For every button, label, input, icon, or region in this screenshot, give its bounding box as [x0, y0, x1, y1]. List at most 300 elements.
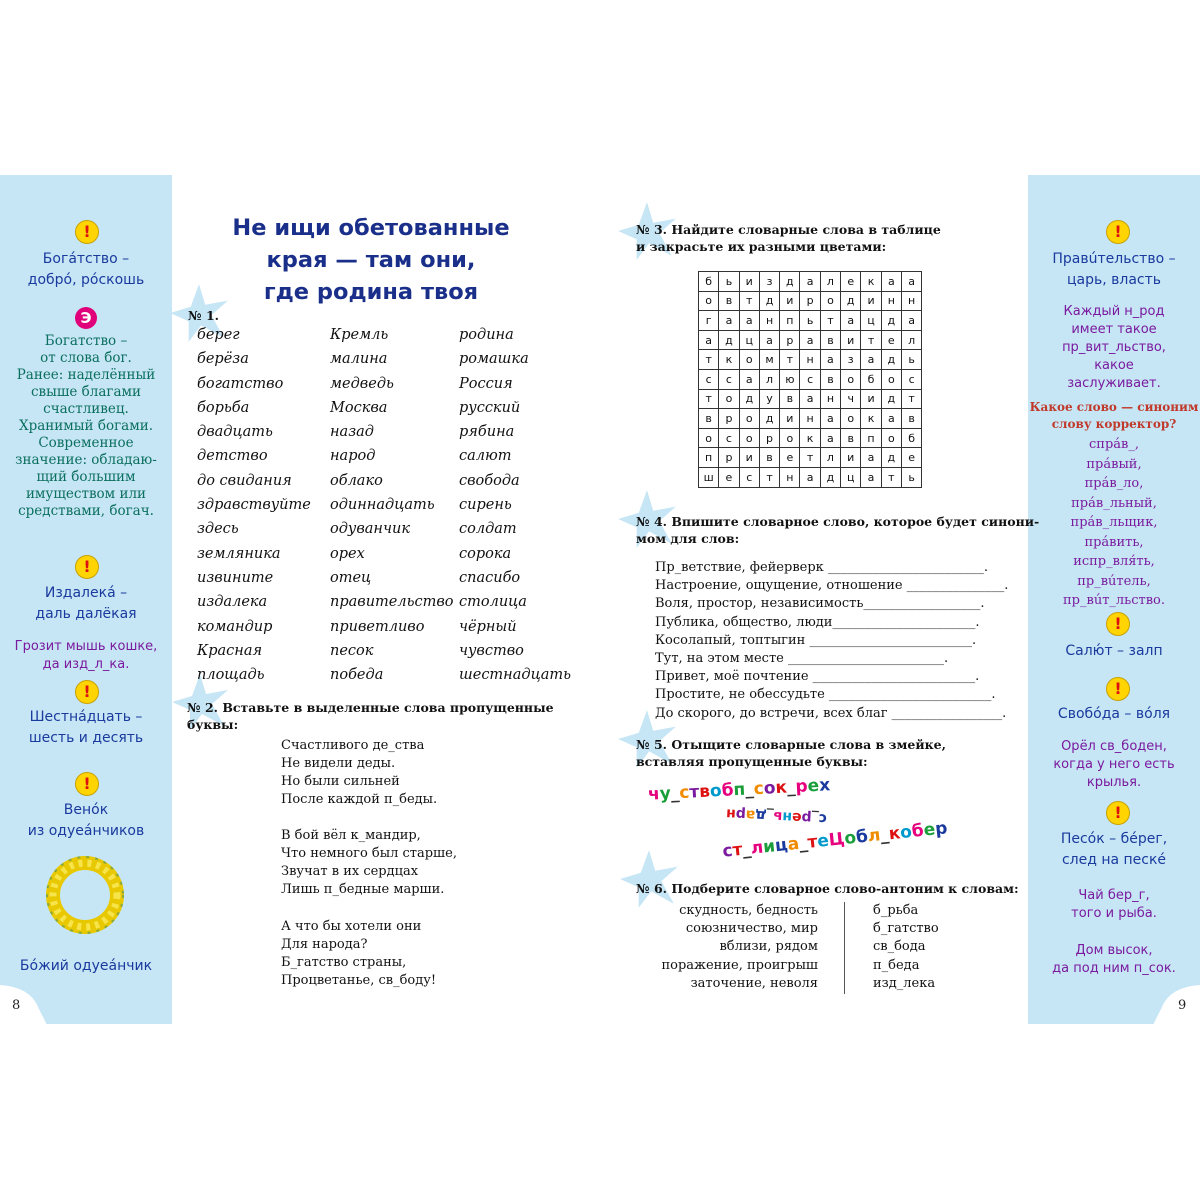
grid-cell[interactable]: ц	[861, 311, 881, 331]
grid-cell[interactable]: т	[901, 389, 921, 409]
grid-cell[interactable]: а	[841, 311, 861, 331]
vocab-word: Венóк	[63, 802, 109, 818]
grid-cell[interactable]: с	[719, 369, 739, 389]
task4-heading	[636, 513, 1039, 547]
grid-cell[interactable]: р	[800, 291, 820, 311]
snake-letter: о	[843, 827, 858, 849]
grid-cell[interactable]: е	[841, 272, 861, 292]
page-corner-decoration	[1152, 985, 1200, 1027]
grid-cell[interactable]: о	[881, 428, 901, 448]
vocab-word: спасибо	[459, 569, 521, 586]
task-heading-line: буквы:	[187, 717, 239, 732]
grid-cell[interactable]: е	[901, 448, 921, 468]
grid-cell[interactable]: ц	[841, 467, 861, 487]
vocab-word: народ	[330, 448, 376, 465]
grid-row	[699, 369, 922, 389]
vocab-word: одуванчик	[330, 521, 410, 538]
grid-cell[interactable]: ь	[901, 467, 921, 487]
grid-cell[interactable]: н	[800, 350, 820, 370]
antonym-item: вблизи, рядом	[719, 939, 818, 955]
grid-cell[interactable]: о	[881, 369, 901, 389]
vocab-word: площадь	[197, 667, 265, 684]
synonym-question	[1028, 399, 1200, 433]
grid-cell[interactable]: а	[759, 330, 779, 350]
snake-letter: о	[763, 778, 777, 799]
task5-heading	[636, 736, 946, 770]
vocab-meaning: след на пескé	[1061, 852, 1167, 868]
task-heading-line: № 3. Найдите словарные слова в таблице	[636, 222, 941, 237]
grid-cell[interactable]: д	[841, 291, 861, 311]
vocab-word: одиннадцать	[330, 497, 435, 514]
grid-row	[699, 428, 922, 448]
snake-letter: б	[855, 826, 870, 848]
antonym-answer: б_гатство	[873, 921, 939, 937]
snake-letter: к	[887, 823, 902, 845]
vocab-word: богатство	[197, 375, 284, 392]
snake-letter: с	[721, 840, 734, 862]
task1-label: № 1.	[188, 308, 219, 323]
grid-cell[interactable]: е	[719, 467, 739, 487]
proverb	[1028, 303, 1200, 393]
vocab-word-venok	[0, 800, 172, 842]
right-sidebar	[1028, 175, 1200, 1024]
vocab-word: до свидания	[197, 472, 292, 489]
snake-letter: е	[791, 808, 802, 826]
grid-cell[interactable]: в	[901, 409, 921, 429]
grid-row	[699, 311, 922, 331]
grid-cell[interactable]: т	[699, 350, 719, 370]
snake-letter: _	[811, 809, 819, 827]
proverb-line: какое	[1094, 358, 1134, 373]
vocab-word: салют	[459, 448, 512, 465]
proverb-line: когда у него есть	[1053, 757, 1175, 772]
vocab-meaning: шесть и десять	[28, 730, 144, 746]
poem-line: Процветанье, св_боду!	[281, 973, 437, 988]
grid-cell[interactable]: т	[861, 330, 881, 350]
grid-cell[interactable]: ц	[739, 330, 759, 350]
vocab-word: столица	[459, 594, 527, 611]
grid-cell[interactable]: л	[820, 448, 840, 468]
snake-letter: р	[801, 809, 812, 826]
vocab-word: победа	[330, 667, 384, 684]
grid-cell[interactable]: ш	[699, 467, 719, 487]
grid-cell[interactable]: р	[719, 448, 739, 468]
etymology-line: свыше благами	[30, 384, 142, 400]
grid-cell[interactable]: в	[820, 330, 840, 350]
title-line: где родина твоя	[263, 279, 479, 305]
grid-cell[interactable]: е	[881, 330, 901, 350]
antonym-item: заточение, неволя	[690, 975, 818, 991]
etymology-line: значение: обладаю-	[15, 452, 157, 468]
vocab-word: Кремль	[330, 327, 389, 343]
grid-cell[interactable]: к	[861, 272, 881, 292]
grid-cell[interactable]: м	[759, 350, 779, 370]
etymology-line: Ранее: наделённый	[16, 367, 156, 383]
grid-cell[interactable]: о	[841, 369, 861, 389]
grid-cell[interactable]: п	[780, 311, 800, 331]
grid-cell[interactable]: в	[780, 389, 800, 409]
grid-cell[interactable]: з	[759, 272, 779, 292]
vocab-word: правительство	[330, 594, 454, 611]
exclamation-icon: !	[1106, 220, 1130, 244]
etymology-line: имуществом или	[25, 486, 147, 502]
vocab-word: борьба	[197, 399, 250, 416]
grid-cell[interactable]: а	[901, 311, 921, 331]
vocab-word-shestnadtsat	[0, 707, 172, 749]
grid-cell[interactable]: д	[719, 330, 739, 350]
grid-cell[interactable]: т	[699, 389, 719, 409]
proverb	[0, 638, 172, 674]
antonym-answer: изд_лека	[873, 975, 936, 991]
grid-cell[interactable]: д	[739, 389, 759, 409]
grid-cell[interactable]: д	[759, 291, 779, 311]
task-heading-line: № 4. Впишите словарное слово, которое будет синони-	[636, 514, 1040, 529]
vocab-word-izdaleka	[0, 583, 172, 625]
grid-cell[interactable]: о	[699, 291, 719, 311]
grid-cell[interactable]: т	[739, 291, 759, 311]
snake-letter: _	[798, 832, 809, 854]
grid-cell[interactable]: о	[820, 291, 840, 311]
title-line: края — там они,	[266, 247, 476, 273]
grid-cell[interactable]: в	[719, 291, 739, 311]
vocab-word: ромашка	[459, 351, 529, 368]
proverb	[1028, 942, 1200, 978]
proverb-line: Чай бер_г,	[1078, 888, 1150, 903]
task-heading-line: № 2. Вставьте в выделенные слова пропущенные	[187, 700, 554, 715]
snake-letter: х	[818, 775, 831, 796]
grid-cell[interactable]: к	[800, 428, 820, 448]
grid-cell[interactable]: с	[699, 369, 719, 389]
grid-cell[interactable]: а	[861, 467, 881, 487]
grid-cell[interactable]: к	[719, 350, 739, 370]
antonym-answer: б_рьба	[873, 903, 919, 918]
vocab-word: свобода	[459, 472, 520, 489]
grid-cell[interactable]: б	[901, 428, 921, 448]
grid-cell[interactable]: ю	[780, 369, 800, 389]
grid-cell[interactable]: д	[881, 448, 901, 468]
proverb-line: да под ним п_сок.	[1052, 961, 1176, 976]
snake-letter: р	[735, 805, 747, 823]
grid-cell[interactable]: и	[861, 291, 881, 311]
snake-letter: е	[807, 775, 820, 797]
vocab-word-salut: Салю́т – залп	[1065, 643, 1163, 659]
grid-cell[interactable]: з	[841, 350, 861, 370]
grid-cell[interactable]: а	[800, 272, 820, 292]
grid-cell[interactable]: и	[841, 448, 861, 468]
grid-cell[interactable]: с	[901, 369, 921, 389]
grid-cell[interactable]: р	[780, 330, 800, 350]
synonym-item: Публика, общество, люди______________________.	[655, 614, 980, 630]
synonym-item: Настроение, ощущение, отношение _______________.	[655, 578, 1009, 594]
synonym-item: Простите, не обессудьте _________________________.	[655, 687, 996, 703]
grid-cell[interactable]: д	[881, 350, 901, 370]
grid-cell[interactable]: о	[739, 409, 759, 429]
grid-cell[interactable]: а	[699, 330, 719, 350]
grid-cell[interactable]: а	[820, 350, 840, 370]
vocab-word: издалека	[197, 594, 268, 611]
word-snake-line-3	[722, 818, 949, 862]
vocab-word: Песóк – бéрег,	[1060, 831, 1168, 847]
grid-cell[interactable]: и	[780, 409, 800, 429]
grid-cell[interactable]: а	[719, 311, 739, 331]
illustration-caption: Бóжий одуеáнчик	[19, 958, 153, 974]
etymology-text	[0, 333, 172, 520]
poem-line: Не видели деды.	[281, 756, 396, 771]
answer-word: пр_вúтель,	[1077, 573, 1151, 589]
snake-letter: у	[659, 783, 672, 805]
snake-letter: п	[733, 779, 746, 801]
grid-row	[699, 409, 922, 429]
grid-cell[interactable]: а	[881, 409, 901, 429]
grid-cell[interactable]: д	[820, 467, 840, 487]
vocab-word: рябина	[459, 424, 515, 441]
grid-cell[interactable]: с	[739, 467, 759, 487]
grid-cell[interactable]: о	[719, 389, 739, 409]
synonym-item: Тут, на этом месте ________________________.	[655, 651, 949, 667]
proverb	[1028, 887, 1200, 923]
grid-cell[interactable]: е	[780, 448, 800, 468]
vocab-meaning: царь, власть	[1066, 272, 1162, 288]
proverb	[1028, 738, 1200, 792]
vocab-word-pravitelstvo	[1028, 249, 1200, 291]
etymology-line: средствами, богач.	[18, 503, 154, 519]
grid-cell[interactable]: с	[719, 428, 739, 448]
vocab-word: Москва	[330, 399, 388, 416]
grid-cell[interactable]: л	[901, 330, 921, 350]
question-line: слову корректор?	[1051, 417, 1177, 431]
snake-letter: _	[741, 838, 752, 860]
etymology-icon: Э	[75, 307, 97, 329]
grid-cell[interactable]: а	[800, 389, 820, 409]
vocab-word: малина	[330, 351, 388, 368]
vocab-word: солдат	[459, 521, 517, 538]
exclamation-icon: !	[75, 220, 99, 244]
proverb-line: Грозит мышь кошке,	[14, 639, 158, 654]
proverb-line: имеет такое	[1071, 322, 1157, 337]
poem-line: Что немного был старше,	[281, 846, 457, 861]
grid-row	[699, 272, 922, 292]
poem-line: Но были сильней	[281, 774, 400, 789]
antonym-item: поражение, проигрыш	[661, 957, 818, 973]
grid-cell[interactable]: о	[739, 350, 759, 370]
snake-letter: т	[731, 839, 744, 861]
answer-words	[1028, 435, 1200, 611]
grid-cell[interactable]: т	[820, 311, 840, 331]
grid-cell[interactable]: н	[901, 291, 921, 311]
vocab-word: облако	[330, 472, 383, 489]
grid-cell[interactable]: в	[841, 428, 861, 448]
vocab-word: Красная	[197, 642, 263, 659]
synonym-item: Воля, простор, независимость__________________.	[655, 596, 985, 612]
etymology-line: Хранимый богами.	[19, 418, 153, 434]
snake-letter: л	[749, 837, 765, 859]
snake-letter: е	[816, 830, 830, 852]
grid-cell[interactable]: с	[800, 369, 820, 389]
grid-cell[interactable]: ь	[719, 272, 739, 292]
task6-heading: № 6. Подберите словарное слово-антоним к словам:	[636, 881, 1019, 896]
grid-cell[interactable]: р	[759, 428, 779, 448]
snake-letter: е	[922, 819, 937, 841]
grid-cell[interactable]: ь	[800, 311, 820, 331]
grid-cell[interactable]: т	[881, 467, 901, 487]
grid-cell[interactable]: и	[841, 330, 861, 350]
snake-letter: р	[934, 818, 949, 840]
proverb-line: Каждый н_род	[1063, 304, 1165, 319]
vocab-word: шестнадцать	[459, 667, 571, 684]
snake-letter: н	[781, 808, 793, 825]
vocab-meaning: из одуеáнчиков	[27, 823, 145, 839]
grid-cell[interactable]: а	[739, 311, 759, 331]
vocab-word: здесь	[197, 521, 239, 538]
synonym-item: Привет, моё почтение _________________________.	[655, 669, 980, 685]
antonym-item: скудность, бедность	[679, 903, 818, 918]
answer-word: прáв_льный,	[1071, 495, 1157, 511]
star-decoration	[618, 848, 680, 910]
snake-letter: _	[766, 807, 774, 824]
vocab-word: берег	[197, 327, 240, 343]
task2-heading	[187, 699, 554, 733]
grid-cell[interactable]: а	[739, 369, 759, 389]
grid-cell[interactable]: в	[759, 448, 779, 468]
left-sidebar	[0, 175, 172, 1024]
grid-cell[interactable]: о	[699, 428, 719, 448]
grid-cell[interactable]: и	[780, 291, 800, 311]
vocab-word: приветливо	[330, 618, 425, 635]
grid-cell[interactable]: т	[759, 467, 779, 487]
grid-cell[interactable]: п	[699, 448, 719, 468]
task-heading-line: и закрасьте их разными цветами:	[636, 239, 887, 254]
grid-cell[interactable]: д	[759, 409, 779, 429]
task1-column-1	[197, 323, 311, 687]
synonym-item: До скорого, до встречи, всех благ _________________.	[655, 705, 1007, 721]
snake-letter: ч	[647, 784, 661, 805]
grid-cell[interactable]: т	[780, 350, 800, 370]
etymology-line: счастливец.	[43, 401, 129, 417]
exclamation-icon: !	[75, 680, 99, 704]
snake-letter: а	[786, 833, 801, 855]
vocab-word-bogatstvo	[0, 249, 172, 291]
snake-letter: _	[879, 824, 890, 846]
grid-row	[699, 389, 922, 409]
grid-cell[interactable]: н	[820, 389, 840, 409]
vocab-word: детство	[197, 448, 268, 465]
grid-cell[interactable]: т	[800, 448, 820, 468]
grid-cell[interactable]: и	[739, 448, 759, 468]
letter-grid[interactable]	[698, 271, 922, 488]
vocab-word: Шестнáдцать –	[29, 709, 143, 725]
vocab-word-svoboda: Свобóда – вóля	[1057, 706, 1171, 722]
snake-letter: к	[774, 777, 788, 799]
grid-cell[interactable]: д	[780, 272, 800, 292]
vocab-word: песок	[330, 642, 374, 659]
snake-letter: с	[678, 782, 690, 804]
grid-cell[interactable]: а	[800, 330, 820, 350]
grid-cell[interactable]: р	[719, 409, 739, 429]
poem-stanza-3	[281, 918, 436, 990]
grid-row	[699, 350, 922, 370]
grid-cell[interactable]: в	[699, 409, 719, 429]
vocab-word-pesok	[1028, 829, 1200, 871]
grid-cell[interactable]: ч	[841, 389, 861, 409]
synonym-list	[655, 559, 1008, 723]
grid-cell[interactable]: а	[800, 467, 820, 487]
etymology-line: от слова бог.	[40, 350, 132, 366]
proverb-line: Орёл св_боден,	[1061, 739, 1167, 754]
grid-cell[interactable]: а	[861, 350, 881, 370]
grid-cell[interactable]: а	[861, 448, 881, 468]
grid-cell[interactable]: к	[861, 409, 881, 429]
snake-letter: ц	[774, 835, 789, 857]
snake-letter: б	[721, 780, 735, 801]
grid-cell[interactable]: л	[759, 369, 779, 389]
grid-cell[interactable]: г	[699, 311, 719, 331]
task1-column-3	[459, 323, 571, 687]
task3-heading	[636, 221, 941, 255]
poem-stanza-2	[281, 827, 457, 899]
snake-letter: и	[762, 836, 777, 858]
poem-line: Б_гатство страны,	[281, 955, 407, 970]
grid-cell[interactable]: д	[881, 389, 901, 409]
grid-cell[interactable]: б	[861, 369, 881, 389]
grid-cell[interactable]: и	[739, 272, 759, 292]
grid-cell[interactable]: б	[699, 272, 719, 292]
poem-line: Счастливого де_ства	[281, 738, 425, 753]
snake-letter: _	[670, 783, 680, 804]
grid-cell[interactable]: н	[759, 311, 779, 331]
grid-cell[interactable]: у	[759, 389, 779, 409]
exclamation-icon: !	[75, 772, 99, 796]
dandelion-wreath-illustration	[40, 850, 130, 940]
grid-cell[interactable]: н	[780, 467, 800, 487]
grid-cell[interactable]: о	[739, 428, 759, 448]
grid-cell[interactable]: н	[881, 291, 901, 311]
grid-cell[interactable]: а	[881, 272, 901, 292]
grid-cell[interactable]: а	[820, 409, 840, 429]
poem-stanza-1	[281, 737, 437, 809]
grid-cell[interactable]: а	[820, 428, 840, 448]
exclamation-icon: !	[1106, 612, 1130, 636]
grid-cell[interactable]: н	[800, 409, 820, 429]
vocab-word: русский	[459, 399, 521, 416]
vocab-word: назад	[330, 424, 374, 441]
grid-cell[interactable]: о	[841, 409, 861, 429]
antonym-answer: св_бода	[873, 939, 926, 955]
grid-cell[interactable]: ь	[901, 350, 921, 370]
grid-cell[interactable]: л	[820, 272, 840, 292]
vocab-word: Правúтельство –	[1052, 251, 1176, 267]
etymology-line: Современное	[38, 435, 134, 451]
snake-letter: о	[899, 821, 913, 844]
grid-row	[699, 291, 922, 311]
title-line: Не ищи обетованные	[232, 215, 510, 241]
grid-cell[interactable]: и	[861, 389, 881, 409]
grid-row	[699, 467, 922, 487]
proverb-line: заслуживает.	[1067, 376, 1161, 391]
task1-column-2	[330, 323, 454, 687]
grid-cell[interactable]: о	[780, 428, 800, 448]
grid-cell[interactable]: п	[861, 428, 881, 448]
answer-word: прáв_льщик,	[1070, 515, 1158, 530]
page-number-left: 8	[12, 998, 21, 1013]
grid-cell[interactable]: в	[820, 369, 840, 389]
snake-letter: Ц	[827, 829, 846, 851]
antonym-answer: п_беда	[873, 957, 920, 973]
grid-cell[interactable]: д	[881, 311, 901, 331]
vocab-word: Россия	[459, 375, 513, 392]
snake-letter: н	[725, 805, 737, 822]
question-line: Какое слово — синоним	[1029, 400, 1199, 414]
grid-cell[interactable]: а	[901, 272, 921, 292]
